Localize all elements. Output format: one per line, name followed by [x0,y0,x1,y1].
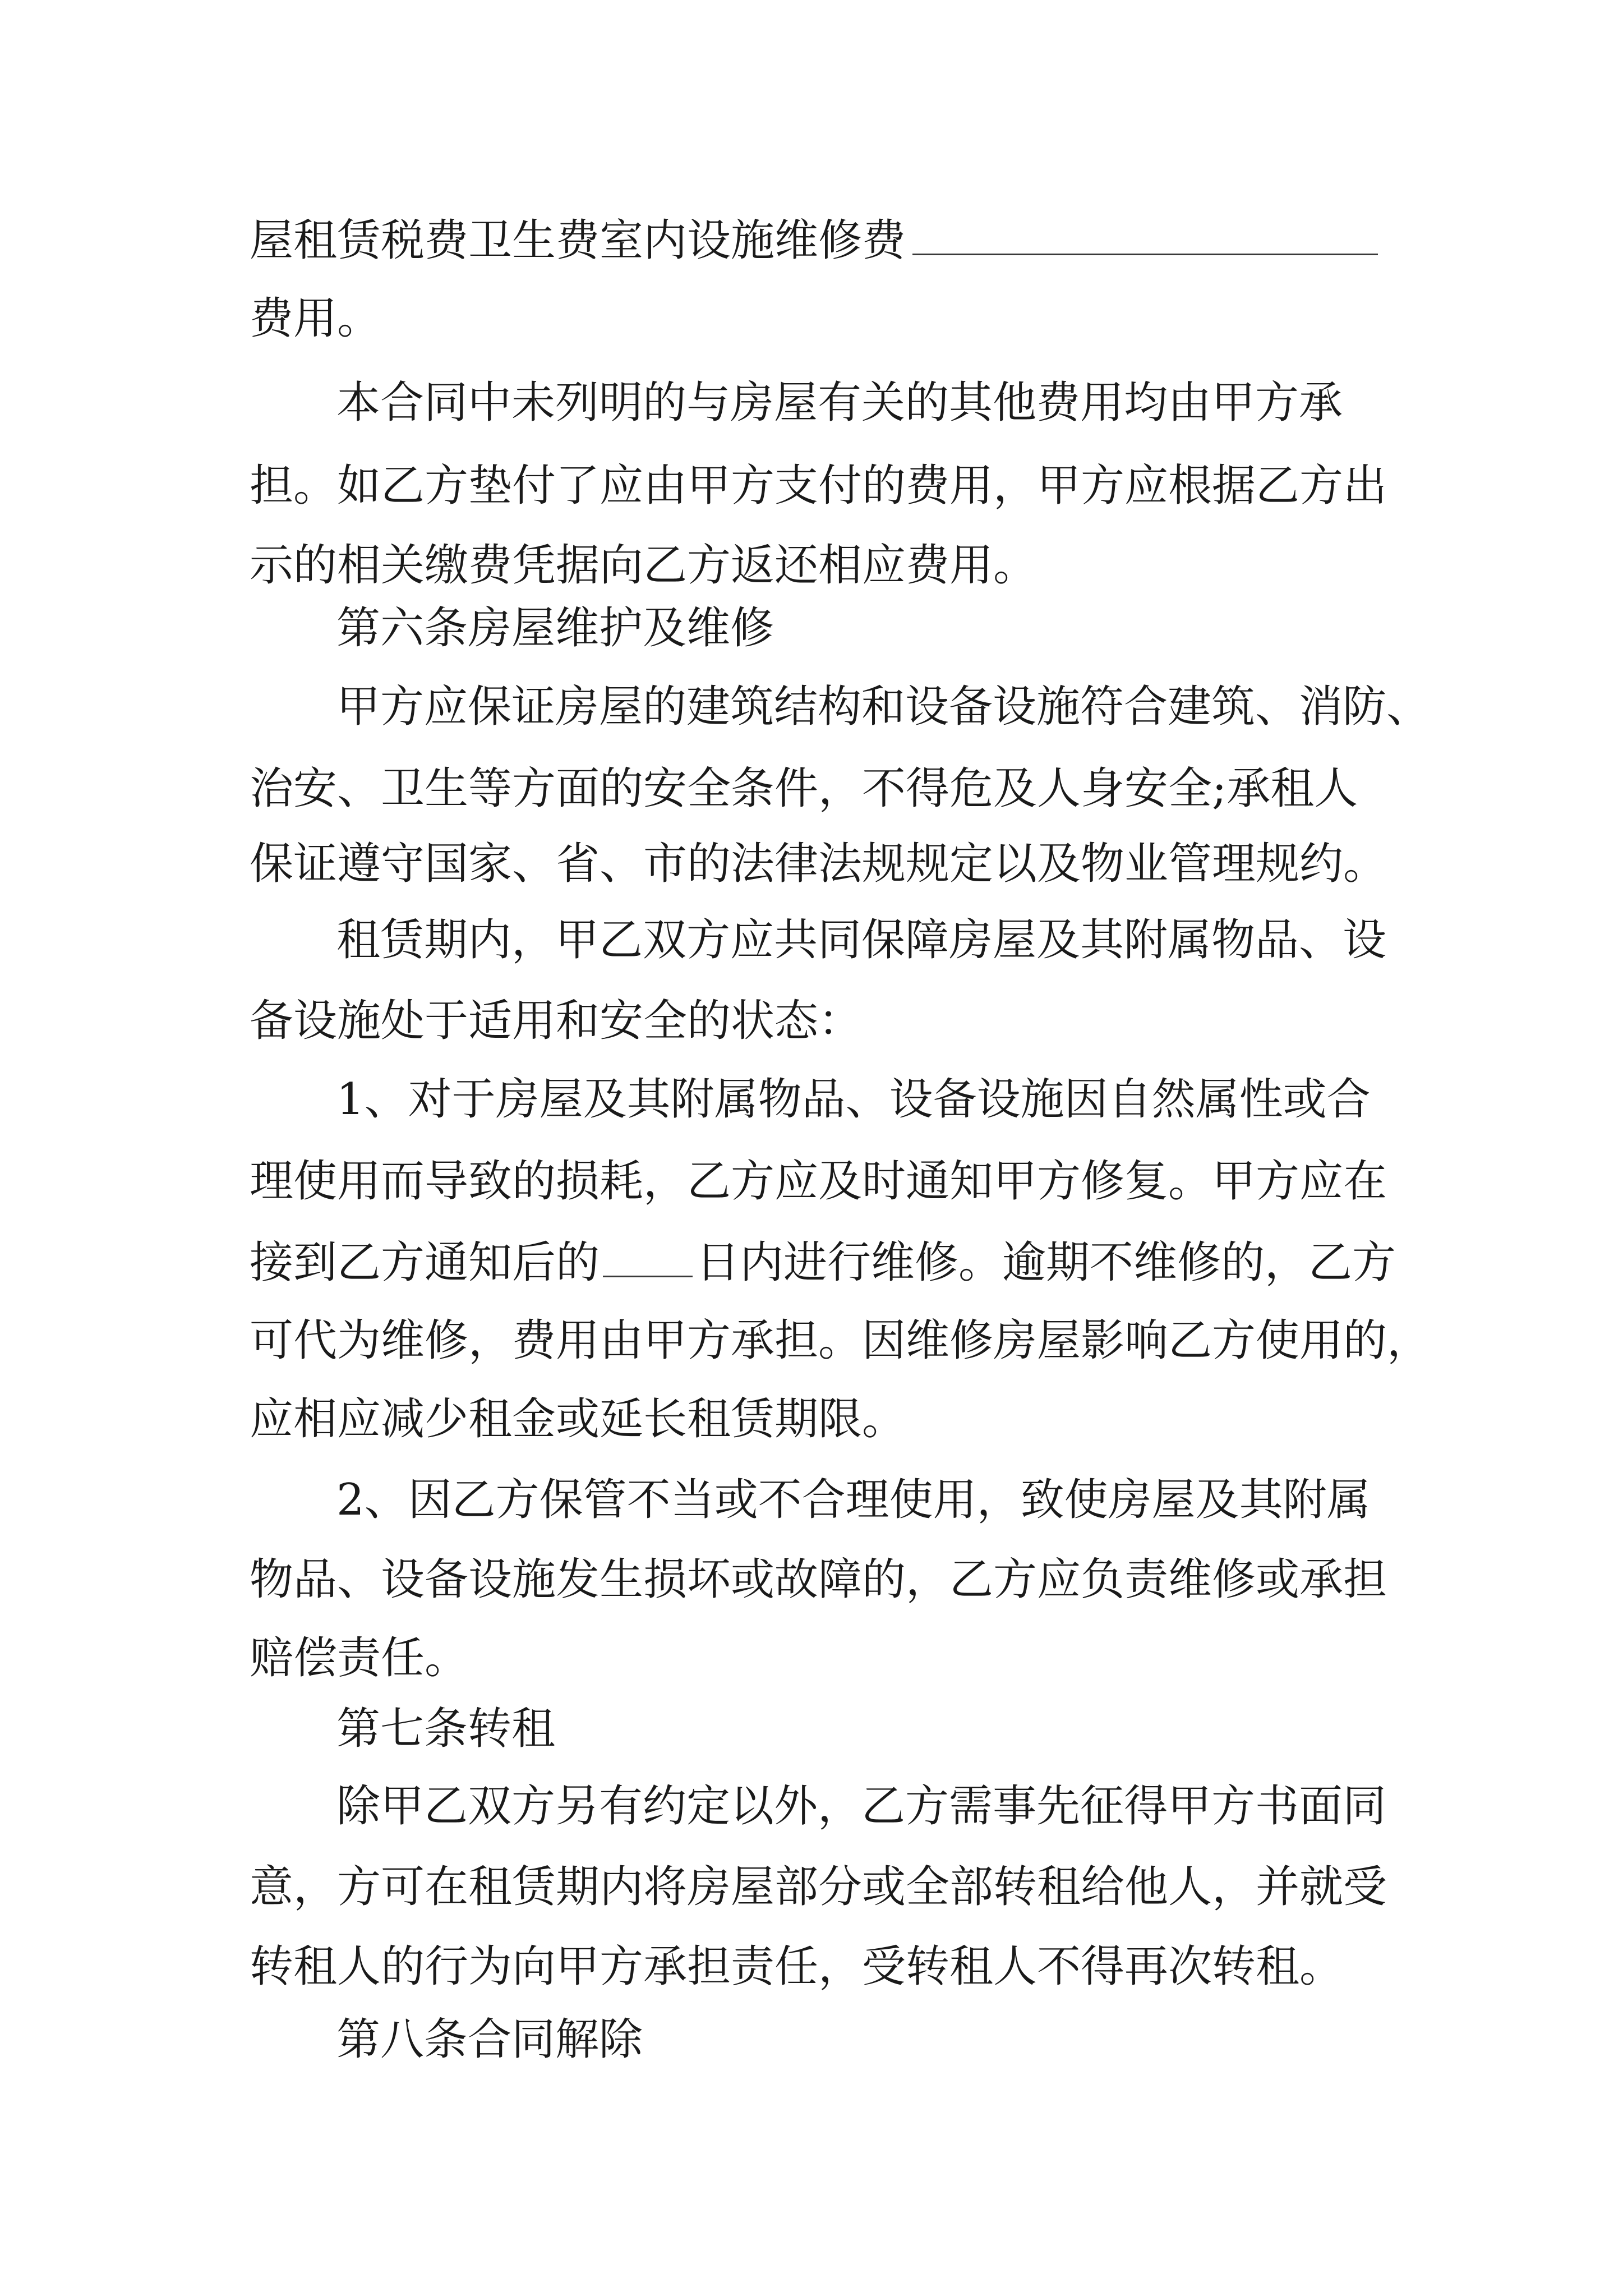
body-line: 赔偿责任。 [250,1633,469,1683]
body-line: 甲方应保证房屋的建筑结构和设备设施符合建筑、消防、 [336,682,1431,732]
body-line: 1、对于房屋及其附属物品、设备设施因自然属性或合 [336,1074,1371,1125]
line-text: 日内进行维修。逾期不维修的，乙方 [696,1237,1396,1288]
body-line: 本合同中未列明的与房屋有关的其他费用均由甲方承 [336,378,1343,428]
body-line: 备设施处于适用和安全的状态： [250,996,863,1046]
body-line: 可代为维修，费用由甲方承担。因维修房屋影响乙方使用的， [250,1315,1431,1366]
section-heading: 第六条房屋维护及维修 [336,603,774,654]
line-text: 屋租赁税费卫生费室内设施维修费 [250,215,906,266]
body-line: 治安、卫生等方面的安全条件，不得危及人身安全;承租人 [250,763,1358,814]
body-line: 物品、设备设施发生损坏或故障的，乙方应负责维修或承担 [250,1554,1387,1605]
body-line: 租赁期内，甲乙双方应共同保障房屋及其附属物品、设 [336,915,1387,965]
body-line: 保证遵守国家、省、市的法律法规规定以及物业管理规约。 [250,839,1387,889]
body-line: 示的相关缴费凭据向乙方返还相应费用。 [250,540,1038,591]
body-line [250,1234,1396,1290]
body-line [250,212,1378,268]
body-line: 意，方可在租赁期内将房屋部分或全部转租给他人，并就受 [250,1862,1387,1912]
section-heading: 第七条转租 [336,1704,556,1754]
body-line: 转租人的行为向甲方承担责任，受转租人不得再次转租。 [250,1941,1344,1992]
body-line: 除甲乙双方另有约定以外，乙方需事先征得甲方书面同 [336,1781,1387,1832]
section-heading: 第八条合同解除 [336,2014,643,2065]
body-line: 费用。 [250,293,381,344]
body-line: 担。如乙方垫付了应由甲方支付的费用，甲方应根据乙方出 [250,461,1387,511]
fill-in-blank [603,1234,693,1277]
body-line: 应相应减少租金或延长租赁期限。 [250,1394,906,1444]
line-text: 接到乙方通知后的 [250,1237,600,1288]
body-line: 2、因乙方保管不当或不合理使用，致使房屋及其附属 [336,1475,1371,1525]
body-line: 理使用而导致的损耗，乙方应及时通知甲方修复。甲方应在 [250,1156,1387,1207]
fill-in-blank [912,212,1378,255]
